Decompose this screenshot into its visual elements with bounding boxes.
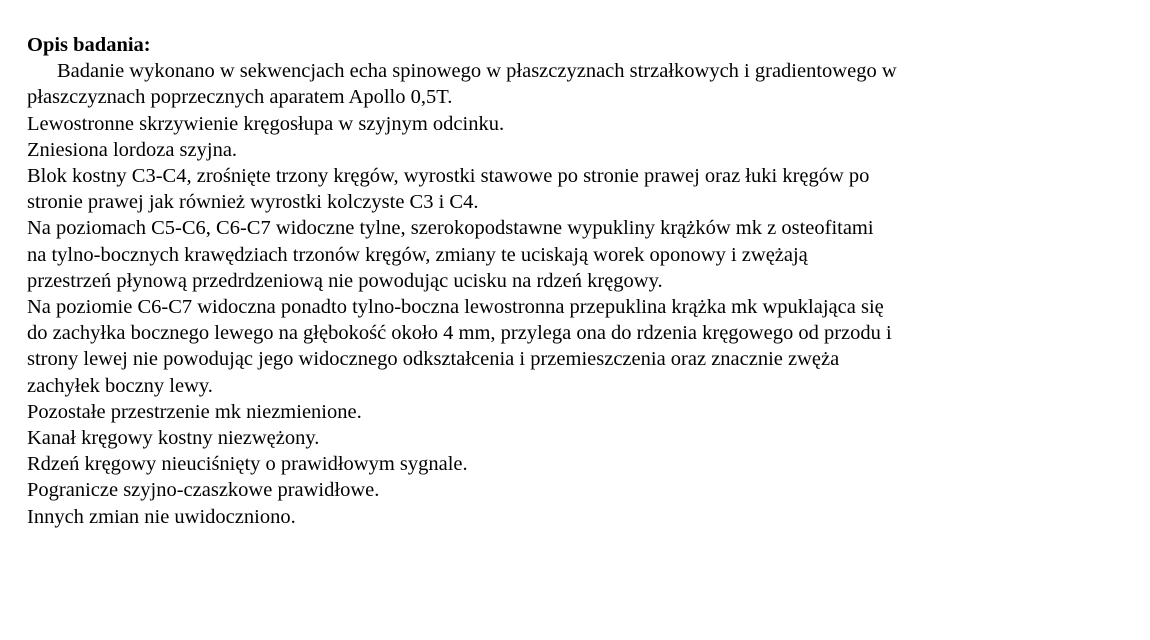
report-line: Blok kostny C3-C4, zrośnięte trzony kręgów, wyrostki stawowe po stronie prawej oraz łuki kręgów po bbox=[27, 165, 870, 188]
report-line: Kanał kręgowy kostny niezwężony. bbox=[27, 427, 320, 450]
report-line: strony lewej nie powodując jego widocznego odkształcenia i przemieszczenia oraz znacznie zwęża bbox=[27, 348, 840, 371]
report-line: Na poziomie C6-C7 widoczna ponadto tylno-boczna lewostronna przepuklina krążka mk wpuklająca się bbox=[27, 296, 884, 319]
report-line: zachyłek boczny lewy. bbox=[27, 374, 213, 397]
report-line: przestrzeń płynową przedrdzeniową nie powodując ucisku na rdzeń kręgowy. bbox=[27, 269, 663, 292]
report-line: do zachyłka bocznego lewego na głębokość około 4 mm, przylega ona do rdzenia kręgowego od przodu i bbox=[27, 322, 892, 345]
report-line: Lewostronne skrzywienie kręgosłupa w szyjnym odcinku. bbox=[27, 112, 505, 135]
report-line: Pozostałe przestrzenie mk niezmienione. bbox=[27, 400, 362, 423]
report-line: płaszczyznach poprzecznych aparatem Apollo 0,5T. bbox=[27, 86, 453, 109]
report-heading: Opis badania: bbox=[27, 34, 151, 56]
report-line: na tylno-bocznych krawędziach trzonów kręgów, zmiany te uciskają worek oponowy i zwężają bbox=[27, 243, 808, 266]
report-line: Innych zmian nie uwidoczniono. bbox=[27, 505, 296, 528]
report-line: Pogranicze szyjno-czaszkowe prawidłowe. bbox=[27, 479, 380, 502]
report-line: stronie prawej jak również wyrostki kolczyste C3 i C4. bbox=[27, 191, 479, 214]
report-line: Badanie wykonano w sekwencjach echa spinowego w płaszczyznach strzałkowych i gradientowego w bbox=[57, 60, 897, 83]
report-line: Rdzeń kręgowy nieuciśnięty o prawidłowym sygnale. bbox=[27, 453, 468, 476]
report-line: Na poziomach C5-C6, C6-C7 widoczne tylne, szerokopodstawne wypukliny krążków mk z osteofitami bbox=[27, 217, 874, 240]
report-document bbox=[27, 32, 1142, 530]
report-line: Zniesiona lordoza szyjna. bbox=[27, 138, 238, 161]
